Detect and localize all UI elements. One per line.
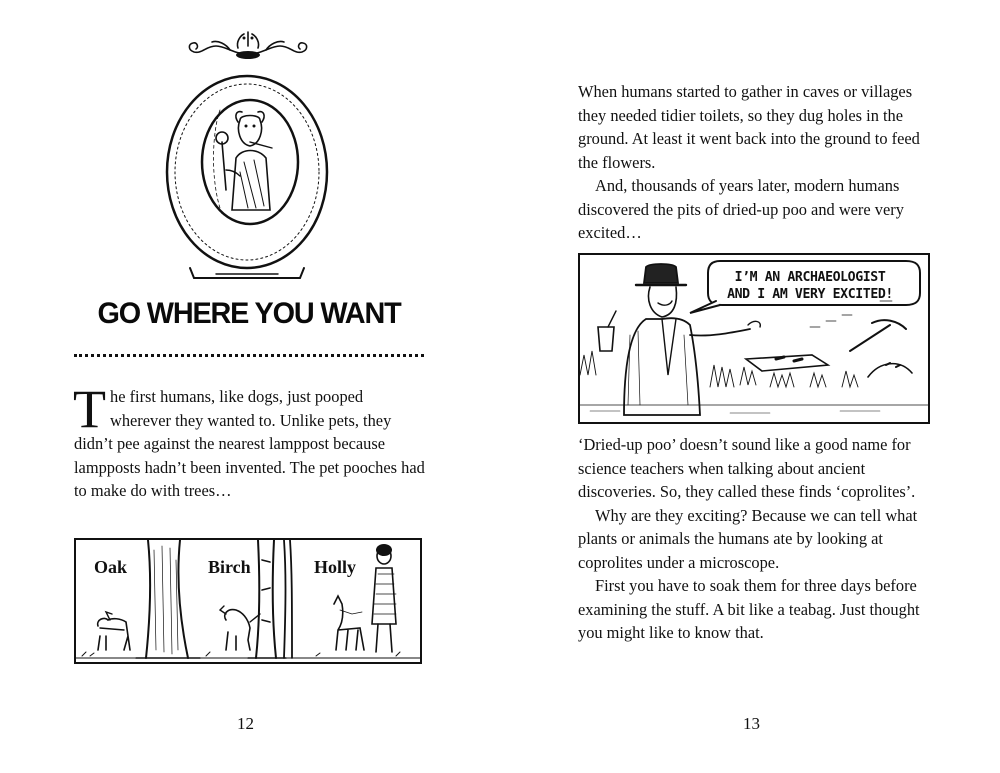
page-number-right: 13 [743,714,760,733]
intro-paragraph [73,379,426,503]
left-body-text [73,379,426,503]
intro-paragraph-text: he first humans, like dogs, just pooped wherever they wanted to. Unlike pets, they didn’t pee against the nearest lamppost because lampposts hadn’t been invented. The pet pooches had to make do with trees… [74,387,425,500]
speech-bubble [712,263,908,307]
trees-cartoon-panel [74,538,422,664]
dotted-divider [74,350,424,357]
chapter-heading: GO WHERE YOU WANT [97,297,401,330]
tree-label-holly: Holly [314,557,357,577]
tree-label-birch: Birch [208,557,251,577]
speech-line-2: AND I AM VERY EXCITED! [727,287,893,302]
right-body-text-top [578,80,930,245]
ornament-icon [178,28,318,62]
paragraph-why-exciting: Why are they exciting? Because we can tell what plants or animals the humans ate by looking at coprolites under a microscope. [578,505,918,572]
archaeologist-cartoon-panel [578,253,930,424]
paragraph-caves: When humans started to gather in caves or villages they needed tidier toilets, so they dug holes in the ground. At least it went back into the ground to feed the flowers. [578,82,920,172]
tree-label-oak: Oak [94,557,128,577]
drop-cap: T [73,379,106,439]
paragraph-coprolites: ‘Dried-up poo’ doesn’t sound like a good name for science teachers when talking about ancient discoveries. So, they called these finds ‘coprolites’. [578,435,916,501]
right-page [500,0,1000,773]
paragraph-discovery: And, thousands of years later, modern humans discovered the pits of dried-up poo and were very excited… [578,176,904,242]
right-body-text-bottom [578,433,930,645]
paragraph-teabag: First you have to soak them for three days before examining the stuff. A bit like a teabag. Just thought you might like to know that. [578,576,920,642]
page-number-left: 12 [237,714,254,733]
speech-line-1: I’M AN ARCHAEOLOGIST [734,270,886,285]
toilet-seat-rat-illustration [160,72,335,282]
